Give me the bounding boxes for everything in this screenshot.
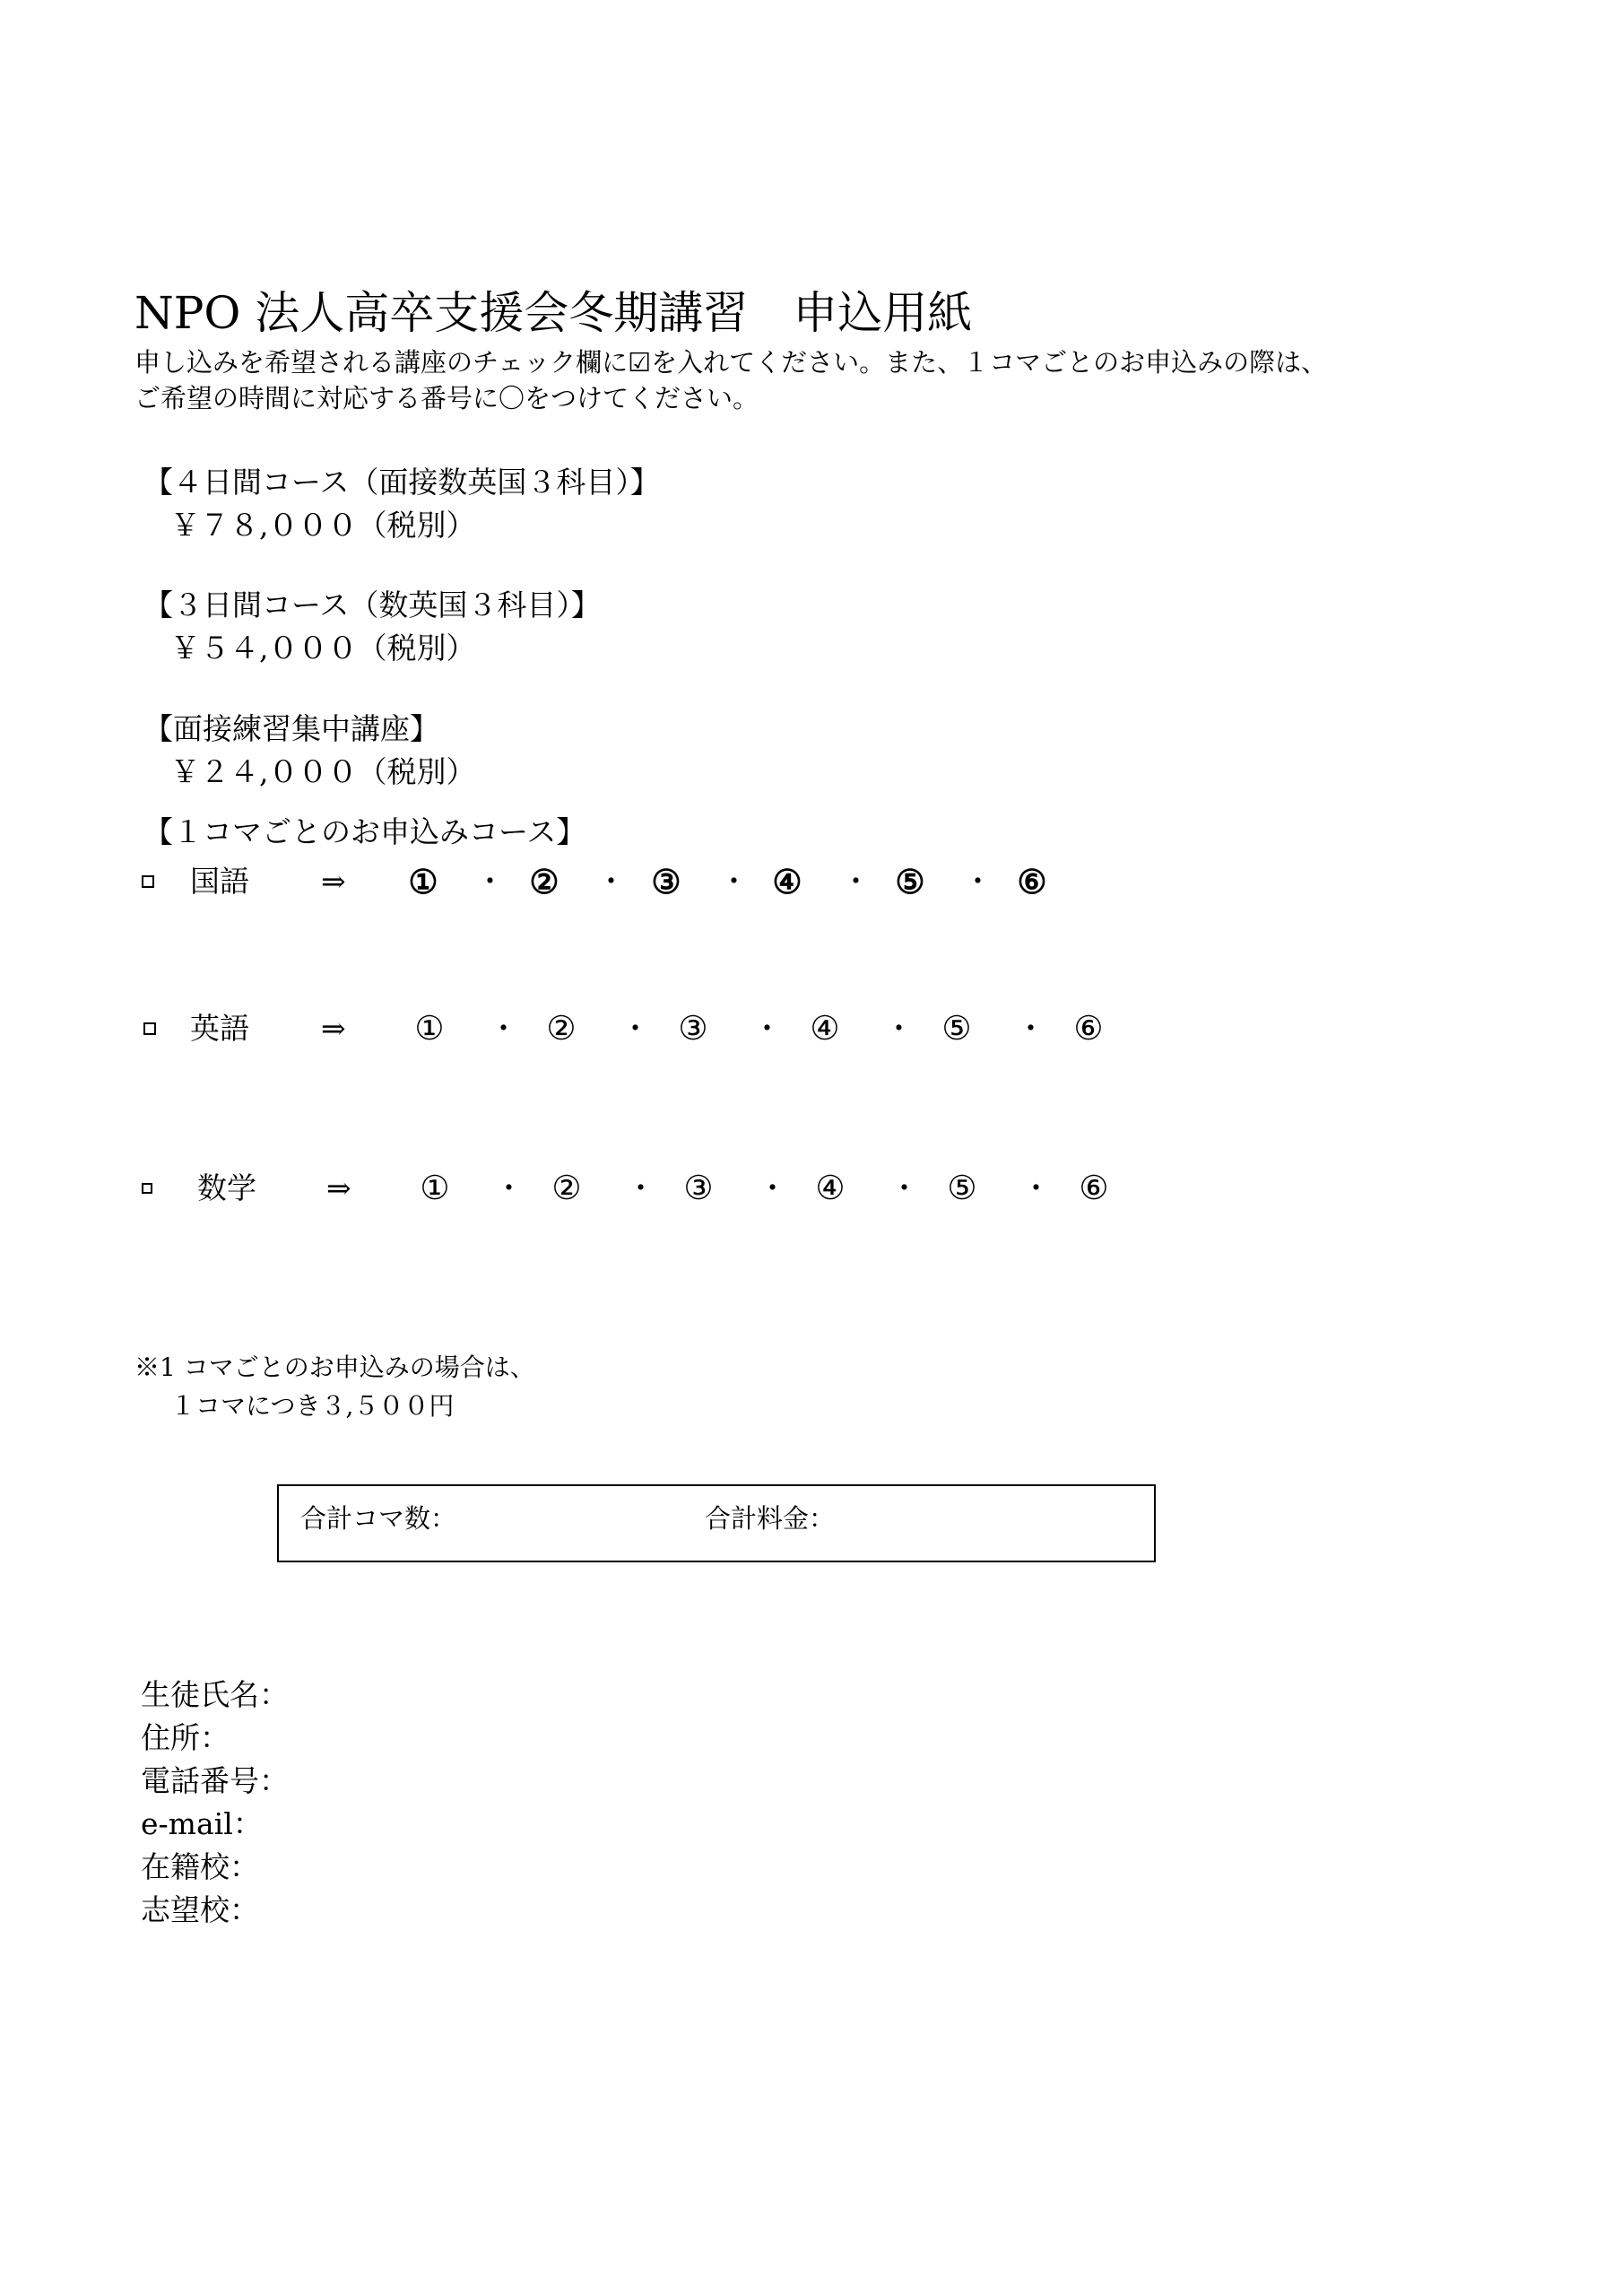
field-email[interactable]: e-mail： bbox=[141, 1806, 263, 1841]
total-fee-label: 合計料金： bbox=[705, 1503, 836, 1534]
slot-separator: ・ bbox=[596, 864, 626, 899]
slot-separator: ・ bbox=[475, 864, 505, 899]
totals-box bbox=[277, 1484, 1156, 1562]
instruction-line-2: ご希望の時間に対応する番号に〇をつけてください。 bbox=[134, 383, 759, 413]
slot-option-4[interactable]: ④ bbox=[810, 1009, 840, 1048]
total-count-label: 合計コマ数： bbox=[300, 1503, 457, 1534]
slot-separator: ・ bbox=[758, 1170, 787, 1205]
single-course-heading: 【１コマごとのお申込みコース】 bbox=[143, 814, 586, 849]
course-interview-name: 【面接練習集中講座】 bbox=[143, 711, 439, 746]
slot-separator: ・ bbox=[620, 1011, 650, 1046]
slot-separator: ・ bbox=[1021, 1170, 1051, 1205]
slot-option-4[interactable]: ④ bbox=[772, 862, 802, 901]
price-note-line-1: ※1 コマごとのお申込みの場合は、 bbox=[134, 1352, 535, 1382]
arrow-icon: ⇒ bbox=[326, 1170, 351, 1205]
field-address[interactable]: 住所： bbox=[141, 1720, 230, 1755]
price-note-line-2: １コマにつき３,５００円 bbox=[170, 1391, 455, 1421]
subject-row-english bbox=[134, 1003, 1210, 1057]
slot-separator: ・ bbox=[963, 864, 993, 899]
subject-row-japanese bbox=[134, 856, 1210, 909]
slot-separator: ・ bbox=[1016, 1011, 1045, 1046]
subject-checkbox-japanese[interactable] bbox=[142, 875, 154, 888]
subject-label-japanese: 国語 bbox=[190, 864, 249, 899]
slot-option-3[interactable]: ③ bbox=[651, 862, 681, 901]
slot-option-6[interactable]: ⑥ bbox=[1079, 1169, 1109, 1207]
subject-checkbox-english[interactable] bbox=[143, 1022, 156, 1035]
arrow-icon: ⇒ bbox=[321, 864, 346, 899]
slot-separator: ・ bbox=[494, 1170, 524, 1205]
course-interview-price: ￥２４,０００（税別） bbox=[170, 754, 476, 789]
slot-option-5[interactable]: ⑤ bbox=[947, 1169, 977, 1207]
slot-option-3[interactable]: ③ bbox=[678, 1009, 708, 1048]
slot-option-2[interactable]: ② bbox=[546, 1009, 577, 1048]
arrow-icon: ⇒ bbox=[321, 1011, 346, 1046]
course-3day-name: 【３日間コース（数英国３科目）】 bbox=[143, 587, 601, 622]
instruction-line-1: 申し込みを希望される講座のチェック欄に☑を入れてください。また、１コマごとのお申込みの際は、 bbox=[134, 347, 1328, 378]
slot-separator: ・ bbox=[719, 864, 749, 899]
course-4day-price: ￥７８,０００（税別） bbox=[170, 508, 476, 543]
subject-label-math: 数学 bbox=[197, 1170, 256, 1205]
slot-option-6[interactable]: ⑥ bbox=[1073, 1009, 1104, 1048]
slot-option-1[interactable]: ① bbox=[420, 1169, 450, 1207]
slot-separator: ・ bbox=[489, 1011, 518, 1046]
slot-separator: ・ bbox=[626, 1170, 655, 1205]
slot-separator: ・ bbox=[841, 864, 871, 899]
subject-row-math bbox=[134, 1162, 1210, 1216]
slot-option-1[interactable]: ① bbox=[414, 1009, 445, 1048]
field-target-school[interactable]: 志望校： bbox=[141, 1892, 259, 1927]
slot-option-6[interactable]: ⑥ bbox=[1017, 862, 1047, 901]
slot-option-4[interactable]: ④ bbox=[815, 1169, 846, 1207]
course-3day-price: ￥５４,０００（税別） bbox=[170, 631, 476, 665]
slot-separator: ・ bbox=[889, 1170, 919, 1205]
slot-option-1[interactable]: ① bbox=[408, 862, 438, 901]
slot-option-2[interactable]: ② bbox=[529, 862, 559, 901]
subject-checkbox-math[interactable] bbox=[142, 1183, 152, 1194]
slot-separator: ・ bbox=[884, 1011, 914, 1046]
subject-label-english: 英語 bbox=[190, 1011, 249, 1046]
slot-separator: ・ bbox=[752, 1011, 782, 1046]
field-phone[interactable]: 電話番号： bbox=[141, 1763, 289, 1798]
slot-option-5[interactable]: ⑤ bbox=[941, 1009, 972, 1048]
field-current-school[interactable]: 在籍校： bbox=[141, 1849, 259, 1884]
slot-option-5[interactable]: ⑤ bbox=[895, 862, 925, 901]
slot-option-3[interactable]: ③ bbox=[683, 1169, 714, 1207]
field-student-name[interactable]: 生徒氏名： bbox=[141, 1677, 289, 1712]
page-title: NPO 法人高卒支援会冬期講習 申込用紙 bbox=[134, 287, 973, 339]
course-4day-name: 【４日間コース（面接数英国３科目）】 bbox=[143, 465, 660, 500]
slot-option-2[interactable]: ② bbox=[551, 1169, 582, 1207]
